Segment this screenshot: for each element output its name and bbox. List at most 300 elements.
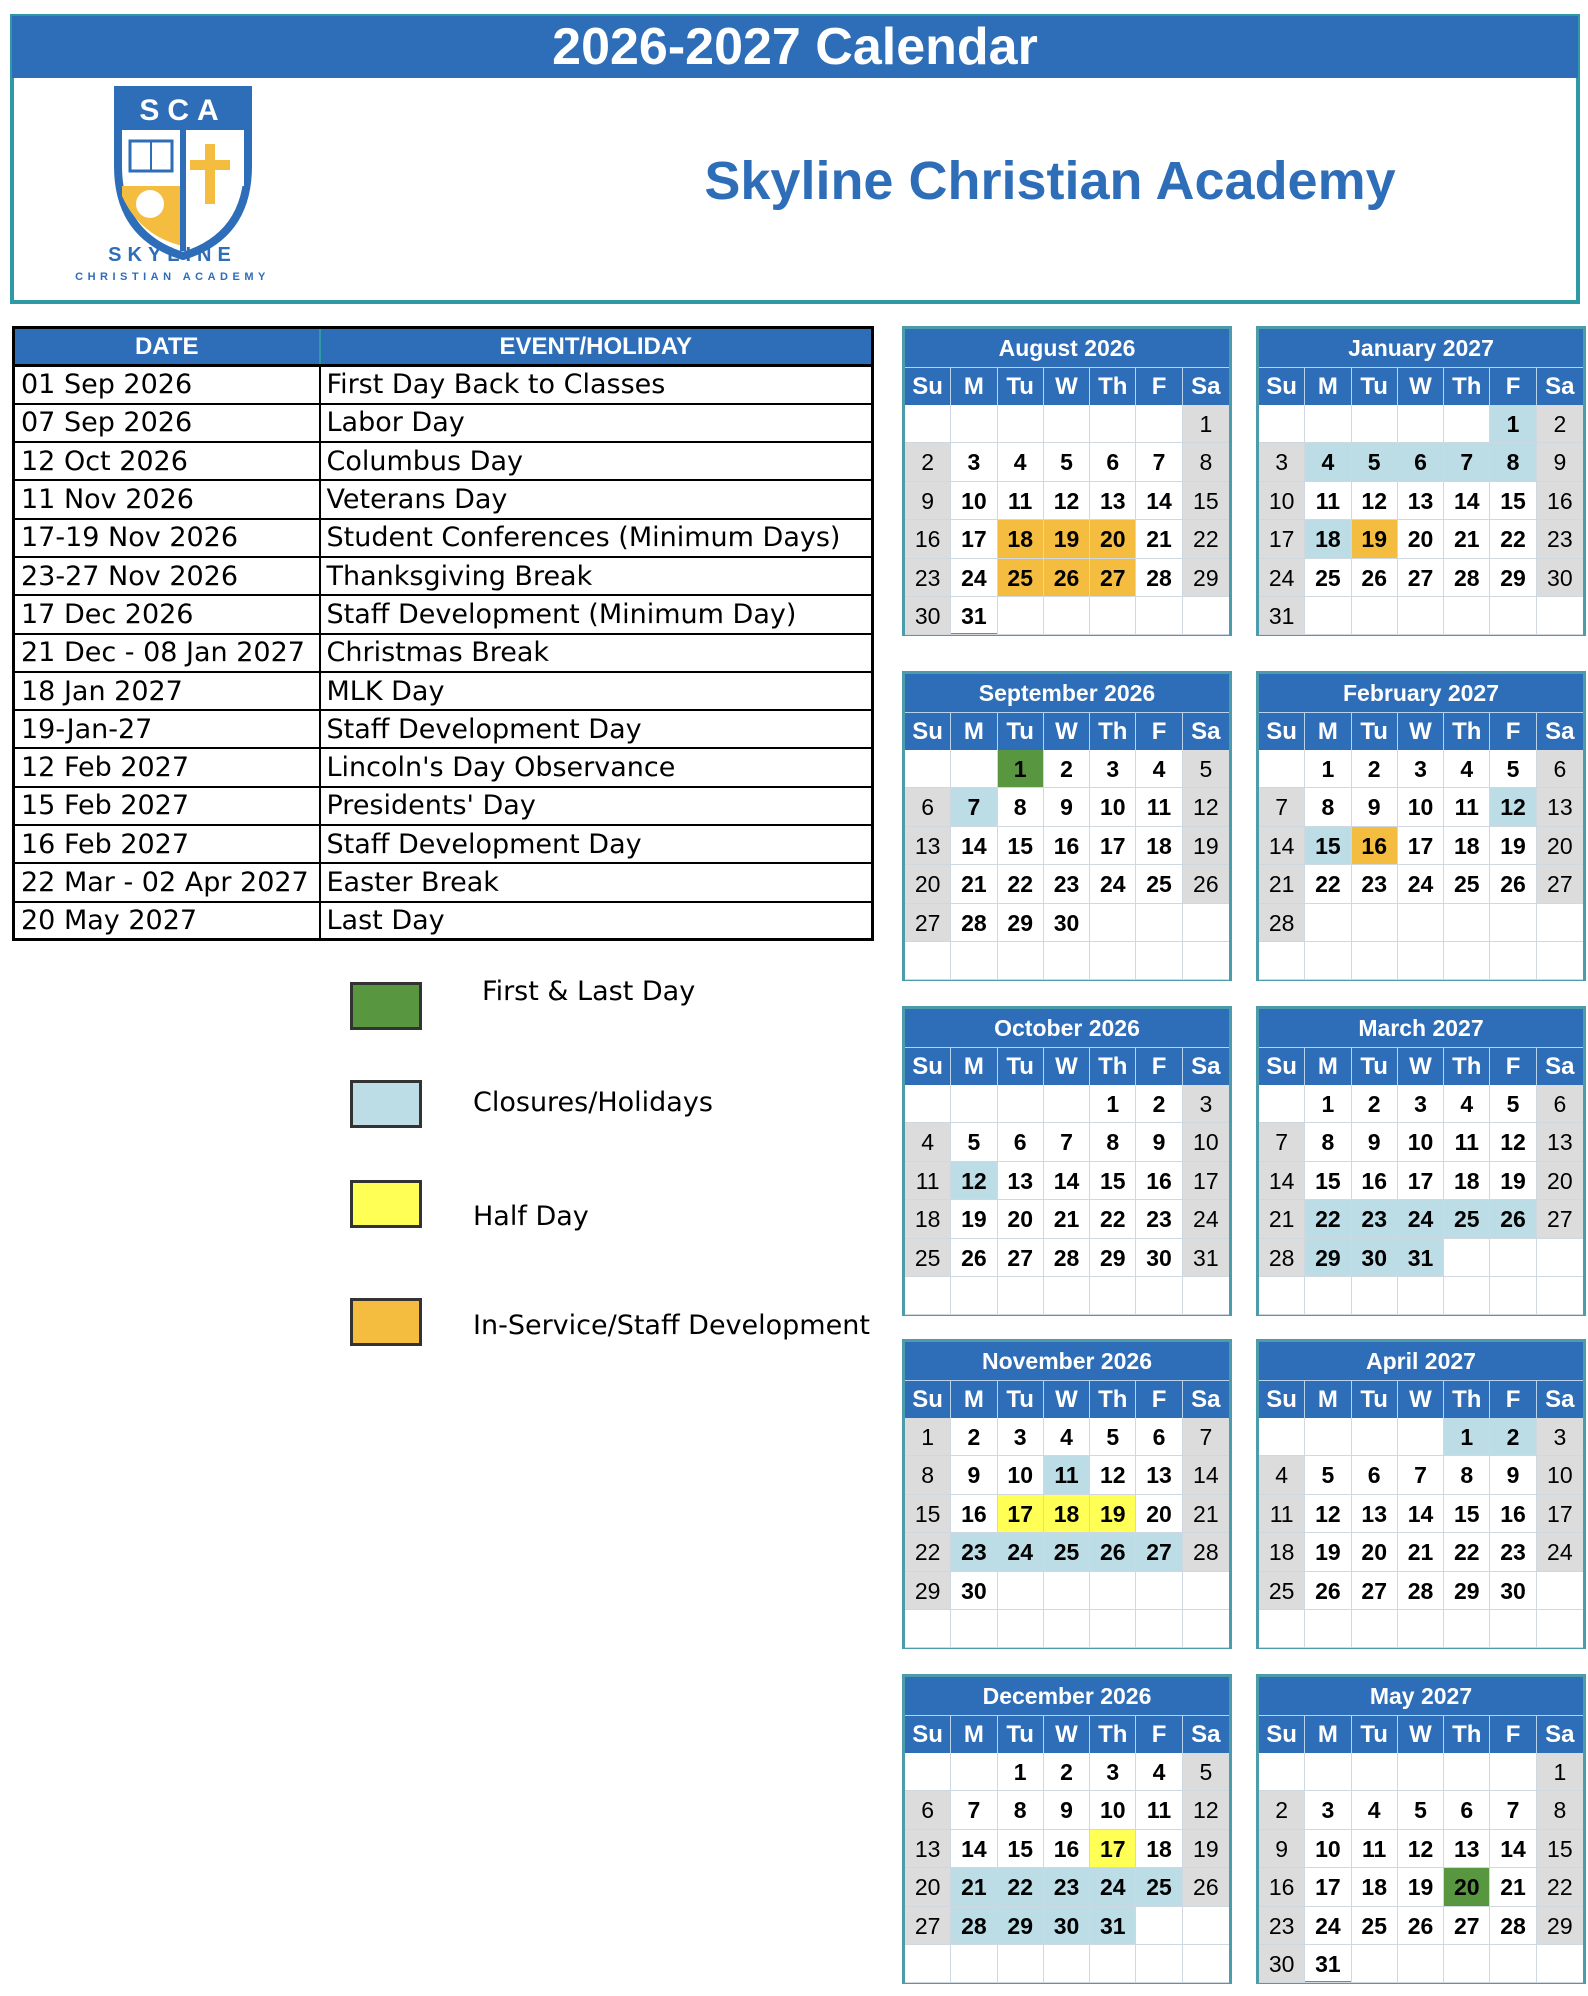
event-row xyxy=(14,366,873,404)
day-cell: 20 xyxy=(1352,1533,1398,1571)
day-cell: 4 xyxy=(1305,443,1351,481)
weekday-header: Tu xyxy=(998,712,1044,750)
day-cell: 3 xyxy=(1183,1085,1229,1123)
day-cell: 26 xyxy=(1090,1533,1136,1571)
month-title: December 2026 xyxy=(905,1677,1229,1715)
day-cell: 12 xyxy=(1398,1830,1444,1868)
day-cell: 9 xyxy=(1490,1456,1536,1494)
day-cell: 21 xyxy=(1183,1495,1229,1533)
empty-day-cell xyxy=(1259,405,1305,443)
event-row xyxy=(14,404,873,442)
day-cell: 4 xyxy=(1044,1418,1090,1456)
day-cell: 12 xyxy=(1490,788,1536,826)
day-cell: 27 xyxy=(905,1907,951,1945)
day-cell: 28 xyxy=(1259,904,1305,942)
empty-day-cell xyxy=(1305,1753,1351,1791)
day-cell: 22 xyxy=(1444,1533,1490,1571)
event-name: Thanksgiving Break xyxy=(320,557,873,595)
weekday-header: M xyxy=(1305,1047,1351,1085)
day-cell: 13 xyxy=(998,1162,1044,1200)
day-cell: 29 xyxy=(905,1572,951,1610)
day-cell: 3 xyxy=(1090,750,1136,788)
empty-day-cell xyxy=(1259,1753,1305,1791)
empty-day-cell xyxy=(1398,1945,1444,1983)
day-cell: 19 xyxy=(951,1200,997,1238)
empty-day-cell xyxy=(1490,904,1536,942)
weekday-header: Th xyxy=(1444,1715,1490,1753)
day-cell: 27 xyxy=(905,904,951,942)
day-cell: 20 xyxy=(1444,1868,1490,1906)
day-cell: 31 xyxy=(1183,1239,1229,1277)
day-cell: 10 xyxy=(1305,1830,1351,1868)
event-date: 17 Dec 2026 xyxy=(14,595,320,633)
weekday-header: Su xyxy=(905,1047,951,1085)
day-cell: 17 xyxy=(1398,827,1444,865)
day-cell: 7 xyxy=(951,788,997,826)
school-name: Skyline Christian Academy xyxy=(704,151,1396,211)
empty-day-cell xyxy=(1090,904,1136,942)
empty-day-cell xyxy=(998,1945,1044,1983)
weekday-header: Su xyxy=(905,712,951,750)
day-cell: 9 xyxy=(1136,1123,1182,1161)
day-cell: 18 xyxy=(905,1200,951,1238)
day-cell: 21 xyxy=(1259,1200,1305,1238)
event-column-header: EVENT/HOLIDAY xyxy=(320,328,873,366)
empty-day-cell xyxy=(1305,1277,1351,1315)
day-cell: 5 xyxy=(1305,1456,1351,1494)
day-cell: 30 xyxy=(1136,1239,1182,1277)
day-cell: 25 xyxy=(1444,1200,1490,1238)
weekday-header: Su xyxy=(1259,1047,1305,1085)
day-cell: 14 xyxy=(1490,1830,1536,1868)
day-cell: 13 xyxy=(1090,482,1136,520)
day-cell: 25 xyxy=(1136,865,1182,903)
day-cell: 28 xyxy=(1444,559,1490,597)
day-cell: 23 xyxy=(1352,1200,1398,1238)
day-cell: 26 xyxy=(1352,559,1398,597)
day-cell: 6 xyxy=(998,1123,1044,1161)
empty-day-cell xyxy=(1537,1945,1583,1983)
day-cell: 2 xyxy=(1044,750,1090,788)
day-cell: 27 xyxy=(1537,1200,1583,1238)
empty-day-cell xyxy=(951,1945,997,1983)
weekday-header: W xyxy=(1044,367,1090,405)
day-cell: 16 xyxy=(1044,827,1090,865)
day-cell: 11 xyxy=(1352,1830,1398,1868)
day-cell: 6 xyxy=(1537,1085,1583,1123)
month-calendar xyxy=(1256,326,1586,636)
day-cell: 18 xyxy=(1044,1495,1090,1533)
day-cell: 19 xyxy=(1398,1868,1444,1906)
day-cell: 17 xyxy=(1090,827,1136,865)
day-cell: 23 xyxy=(1136,1200,1182,1238)
day-cell: 23 xyxy=(951,1533,997,1571)
weekday-header: Su xyxy=(905,367,951,405)
empty-day-cell xyxy=(998,597,1044,635)
empty-day-cell xyxy=(1352,1610,1398,1648)
month-title: August 2026 xyxy=(905,329,1229,367)
event-date: 19-Jan-27 xyxy=(14,710,320,748)
day-cell: 6 xyxy=(1444,1791,1490,1829)
logo-text-primary: SKYLINE xyxy=(108,244,237,266)
weekday-header: Sa xyxy=(1537,1380,1583,1418)
day-cell: 11 xyxy=(1136,788,1182,826)
empty-day-cell xyxy=(1090,1572,1136,1610)
day-cell: 13 xyxy=(1352,1495,1398,1533)
day-cell: 20 xyxy=(1398,520,1444,558)
day-cell: 15 xyxy=(905,1495,951,1533)
day-cell: 1 xyxy=(1183,405,1229,443)
month-title: January 2027 xyxy=(1259,329,1583,367)
weekday-header: W xyxy=(1398,1380,1444,1418)
weekday-header: M xyxy=(1305,1380,1351,1418)
day-cell: 10 xyxy=(1090,788,1136,826)
day-cell: 8 xyxy=(998,788,1044,826)
empty-day-cell xyxy=(905,1945,951,1983)
day-cell: 24 xyxy=(1090,1868,1136,1906)
empty-day-cell xyxy=(1490,1277,1536,1315)
empty-day-cell xyxy=(1352,1418,1398,1456)
day-cell: 4 xyxy=(905,1123,951,1161)
day-cell: 3 xyxy=(1398,750,1444,788)
empty-day-cell xyxy=(1090,942,1136,980)
empty-day-cell xyxy=(1352,1277,1398,1315)
empty-day-cell xyxy=(1259,1418,1305,1456)
weekday-header: Tu xyxy=(998,1715,1044,1753)
empty-day-cell xyxy=(1136,1610,1182,1648)
day-cell: 8 xyxy=(1305,1123,1351,1161)
weekday-header: Sa xyxy=(1537,1047,1583,1085)
day-cell: 7 xyxy=(951,1791,997,1829)
day-cell: 7 xyxy=(1444,443,1490,481)
event-row xyxy=(14,519,873,557)
event-row xyxy=(14,748,873,786)
day-cell: 11 xyxy=(1444,788,1490,826)
day-cell: 17 xyxy=(1259,520,1305,558)
empty-day-cell xyxy=(1352,942,1398,980)
day-cell: 14 xyxy=(1259,1162,1305,1200)
empty-day-cell xyxy=(1490,1753,1536,1791)
event-date: 18 Jan 2027 xyxy=(14,672,320,710)
event-date: 01 Sep 2026 xyxy=(14,366,320,404)
empty-day-cell xyxy=(905,942,951,980)
empty-day-cell xyxy=(1259,1085,1305,1123)
event-row xyxy=(14,863,873,901)
month-calendar xyxy=(902,1674,1232,1984)
empty-day-cell xyxy=(1044,1572,1090,1610)
day-cell: 16 xyxy=(905,520,951,558)
weekday-header: Sa xyxy=(1537,712,1583,750)
empty-day-cell xyxy=(1444,405,1490,443)
day-cell: 13 xyxy=(1537,788,1583,826)
day-cell: 16 xyxy=(1537,482,1583,520)
weekday-header: F xyxy=(1490,712,1536,750)
empty-day-cell xyxy=(1136,1945,1182,1983)
day-cell: 20 xyxy=(1090,520,1136,558)
empty-day-cell xyxy=(905,750,951,788)
empty-day-cell xyxy=(951,942,997,980)
day-cell: 5 xyxy=(1490,1085,1536,1123)
day-cell: 21 xyxy=(1136,520,1182,558)
event-name: Presidents' Day xyxy=(320,787,873,825)
day-cell: 24 xyxy=(951,559,997,597)
day-cell: 14 xyxy=(1444,482,1490,520)
day-cell: 7 xyxy=(1259,1123,1305,1161)
weekday-header: W xyxy=(1044,1715,1090,1753)
event-name: Veterans Day xyxy=(320,480,873,518)
day-cell: 11 xyxy=(1044,1456,1090,1494)
day-cell: 14 xyxy=(951,1830,997,1868)
empty-day-cell xyxy=(1183,1572,1229,1610)
empty-day-cell xyxy=(1136,1572,1182,1610)
day-cell: 28 xyxy=(1136,559,1182,597)
day-cell: 13 xyxy=(905,827,951,865)
month-title: May 2027 xyxy=(1259,1677,1583,1715)
day-cell: 10 xyxy=(998,1456,1044,1494)
day-cell: 17 xyxy=(1537,1495,1583,1533)
empty-day-cell xyxy=(1090,405,1136,443)
empty-day-cell xyxy=(1537,904,1583,942)
day-cell: 1 xyxy=(998,750,1044,788)
day-cell: 5 xyxy=(1090,1418,1136,1456)
day-cell: 11 xyxy=(998,482,1044,520)
weekday-header: M xyxy=(951,1715,997,1753)
empty-day-cell xyxy=(1090,1945,1136,1983)
empty-day-cell xyxy=(1044,1085,1090,1123)
event-date: 15 Feb 2027 xyxy=(14,787,320,825)
event-row xyxy=(14,442,873,480)
empty-day-cell xyxy=(1183,1907,1229,1945)
empty-day-cell xyxy=(951,1085,997,1123)
legend-swatch xyxy=(350,1180,422,1228)
day-cell: 28 xyxy=(1259,1239,1305,1277)
day-cell: 9 xyxy=(1259,1830,1305,1868)
day-cell: 16 xyxy=(1352,827,1398,865)
empty-day-cell xyxy=(1259,1277,1305,1315)
event-row xyxy=(14,710,873,748)
day-cell: 15 xyxy=(1490,482,1536,520)
day-cell: 24 xyxy=(1398,1200,1444,1238)
weekday-header: F xyxy=(1136,1047,1182,1085)
day-cell: 27 xyxy=(1537,865,1583,903)
empty-day-cell xyxy=(1444,1610,1490,1648)
empty-day-cell xyxy=(1090,1610,1136,1648)
day-cell: 23 xyxy=(1490,1533,1536,1571)
day-cell: 16 xyxy=(1490,1495,1536,1533)
day-cell: 7 xyxy=(1398,1456,1444,1494)
empty-day-cell xyxy=(1352,405,1398,443)
empty-day-cell xyxy=(905,1277,951,1315)
day-cell: 25 xyxy=(998,559,1044,597)
empty-day-cell xyxy=(1305,942,1351,980)
empty-day-cell xyxy=(1305,405,1351,443)
day-cell: 19 xyxy=(1352,520,1398,558)
day-cell: 26 xyxy=(1490,865,1536,903)
empty-day-cell xyxy=(1490,1610,1536,1648)
month-calendar xyxy=(1256,1006,1586,1316)
day-cell: 10 xyxy=(1090,1791,1136,1829)
day-cell: 1 xyxy=(1490,405,1536,443)
day-cell: 12 xyxy=(1183,1791,1229,1829)
day-cell: 4 xyxy=(1259,1456,1305,1494)
empty-day-cell xyxy=(1044,1945,1090,1983)
day-cell: 16 xyxy=(1259,1868,1305,1906)
empty-day-cell xyxy=(1398,904,1444,942)
day-cell: 29 xyxy=(1444,1572,1490,1610)
empty-day-cell xyxy=(1537,942,1583,980)
day-cell: 30 xyxy=(905,597,951,635)
empty-day-cell xyxy=(1136,1907,1182,1945)
empty-day-cell xyxy=(998,1572,1044,1610)
day-cell: 26 xyxy=(951,1239,997,1277)
month-calendar xyxy=(902,326,1232,636)
day-cell: 14 xyxy=(1044,1162,1090,1200)
day-cell: 17 xyxy=(1090,1830,1136,1868)
weekday-header: Th xyxy=(1090,1047,1136,1085)
day-cell: 18 xyxy=(1352,1868,1398,1906)
event-row xyxy=(14,787,873,825)
empty-day-cell xyxy=(1044,597,1090,635)
event-row xyxy=(14,634,873,672)
day-cell: 7 xyxy=(1044,1123,1090,1161)
event-name: Staff Development Day xyxy=(320,710,873,748)
month-calendar xyxy=(1256,1339,1586,1649)
weekday-header: W xyxy=(1398,1047,1444,1085)
empty-day-cell xyxy=(1183,904,1229,942)
legend-label: Half Day xyxy=(473,1201,589,1232)
day-cell: 14 xyxy=(1136,482,1182,520)
day-cell: 20 xyxy=(905,865,951,903)
weekday-header: Sa xyxy=(1183,712,1229,750)
day-cell: 23 xyxy=(1537,520,1583,558)
weekday-header: Su xyxy=(1259,712,1305,750)
day-cell: 30 xyxy=(951,1572,997,1610)
weekday-header: Sa xyxy=(1537,367,1583,405)
weekday-header: Sa xyxy=(1183,367,1229,405)
day-cell: 12 xyxy=(1305,1495,1351,1533)
weekday-header: F xyxy=(1136,367,1182,405)
weekday-header: Tu xyxy=(998,1047,1044,1085)
empty-day-cell xyxy=(1537,597,1583,635)
weekday-header: M xyxy=(1305,712,1351,750)
day-cell: 16 xyxy=(951,1495,997,1533)
day-cell: 25 xyxy=(1444,865,1490,903)
event-name: Christmas Break xyxy=(320,634,873,672)
month-calendar xyxy=(1256,1674,1586,1984)
empty-day-cell xyxy=(1259,942,1305,980)
weekday-header: M xyxy=(1305,367,1351,405)
empty-day-cell xyxy=(1044,405,1090,443)
empty-day-cell xyxy=(1444,1239,1490,1277)
weekday-header: Th xyxy=(1444,712,1490,750)
empty-day-cell xyxy=(998,1610,1044,1648)
day-cell: 29 xyxy=(998,904,1044,942)
day-cell: 8 xyxy=(998,1791,1044,1829)
day-cell: 28 xyxy=(1490,1907,1536,1945)
day-cell: 3 xyxy=(1259,443,1305,481)
event-name: Easter Break xyxy=(320,863,873,901)
event-name: Staff Development (Minimum Day) xyxy=(320,595,873,633)
event-date: 21 Dec - 08 Jan 2027 xyxy=(14,634,320,672)
day-cell: 22 xyxy=(1090,1200,1136,1238)
day-cell: 9 xyxy=(905,482,951,520)
event-row xyxy=(14,825,873,863)
event-row xyxy=(14,902,873,940)
weekday-header: Su xyxy=(905,1715,951,1753)
empty-day-cell xyxy=(1444,942,1490,980)
weekday-header: Th xyxy=(1444,1380,1490,1418)
day-cell: 31 xyxy=(1259,597,1305,635)
weekday-header: W xyxy=(1044,1047,1090,1085)
day-cell: 30 xyxy=(1490,1572,1536,1610)
day-cell: 29 xyxy=(1305,1239,1351,1277)
empty-day-cell xyxy=(998,405,1044,443)
day-cell: 24 xyxy=(1305,1907,1351,1945)
day-cell: 18 xyxy=(1305,520,1351,558)
weekday-header: Th xyxy=(1090,1715,1136,1753)
day-cell: 29 xyxy=(1537,1907,1583,1945)
day-cell: 8 xyxy=(1305,788,1351,826)
weekday-header: M xyxy=(951,1047,997,1085)
day-cell: 26 xyxy=(1490,1200,1536,1238)
empty-day-cell xyxy=(1398,597,1444,635)
day-cell: 11 xyxy=(1136,1791,1182,1829)
empty-day-cell xyxy=(1183,1277,1229,1315)
weekday-header: Sa xyxy=(1183,1380,1229,1418)
day-cell: 3 xyxy=(951,443,997,481)
empty-day-cell xyxy=(905,1610,951,1648)
event-row xyxy=(14,557,873,595)
empty-day-cell xyxy=(1044,942,1090,980)
day-cell: 15 xyxy=(1305,1162,1351,1200)
day-cell: 24 xyxy=(1398,865,1444,903)
day-cell: 20 xyxy=(1136,1495,1182,1533)
day-cell: 24 xyxy=(998,1533,1044,1571)
day-cell: 13 xyxy=(1444,1830,1490,1868)
day-cell: 23 xyxy=(905,559,951,597)
month-title: September 2026 xyxy=(905,674,1229,712)
day-cell: 25 xyxy=(1136,1868,1182,1906)
empty-day-cell xyxy=(905,1085,951,1123)
day-cell: 25 xyxy=(1305,559,1351,597)
day-cell: 15 xyxy=(1183,482,1229,520)
day-cell: 8 xyxy=(1183,443,1229,481)
day-cell: 22 xyxy=(1305,865,1351,903)
day-cell: 20 xyxy=(998,1200,1044,1238)
day-cell: 26 xyxy=(1044,559,1090,597)
day-cell: 4 xyxy=(1136,1753,1182,1791)
day-cell: 9 xyxy=(1352,788,1398,826)
event-date: 22 Mar - 02 Apr 2027 xyxy=(14,863,320,901)
empty-day-cell xyxy=(1444,1277,1490,1315)
day-cell: 22 xyxy=(1305,1200,1351,1238)
empty-day-cell xyxy=(1352,597,1398,635)
day-cell: 20 xyxy=(1537,827,1583,865)
empty-day-cell xyxy=(1490,1239,1536,1277)
empty-day-cell xyxy=(1398,1753,1444,1791)
weekday-header: Th xyxy=(1444,1047,1490,1085)
day-cell: 15 xyxy=(998,1830,1044,1868)
empty-day-cell xyxy=(1444,904,1490,942)
day-cell: 3 xyxy=(1537,1418,1583,1456)
day-cell: 8 xyxy=(905,1456,951,1494)
weekday-header: W xyxy=(1044,1380,1090,1418)
page-title: 2026-2027 Calendar xyxy=(12,16,1578,78)
day-cell: 23 xyxy=(1044,865,1090,903)
day-cell: 10 xyxy=(1398,788,1444,826)
day-cell: 5 xyxy=(1183,1753,1229,1791)
day-cell: 1 xyxy=(1537,1753,1583,1791)
